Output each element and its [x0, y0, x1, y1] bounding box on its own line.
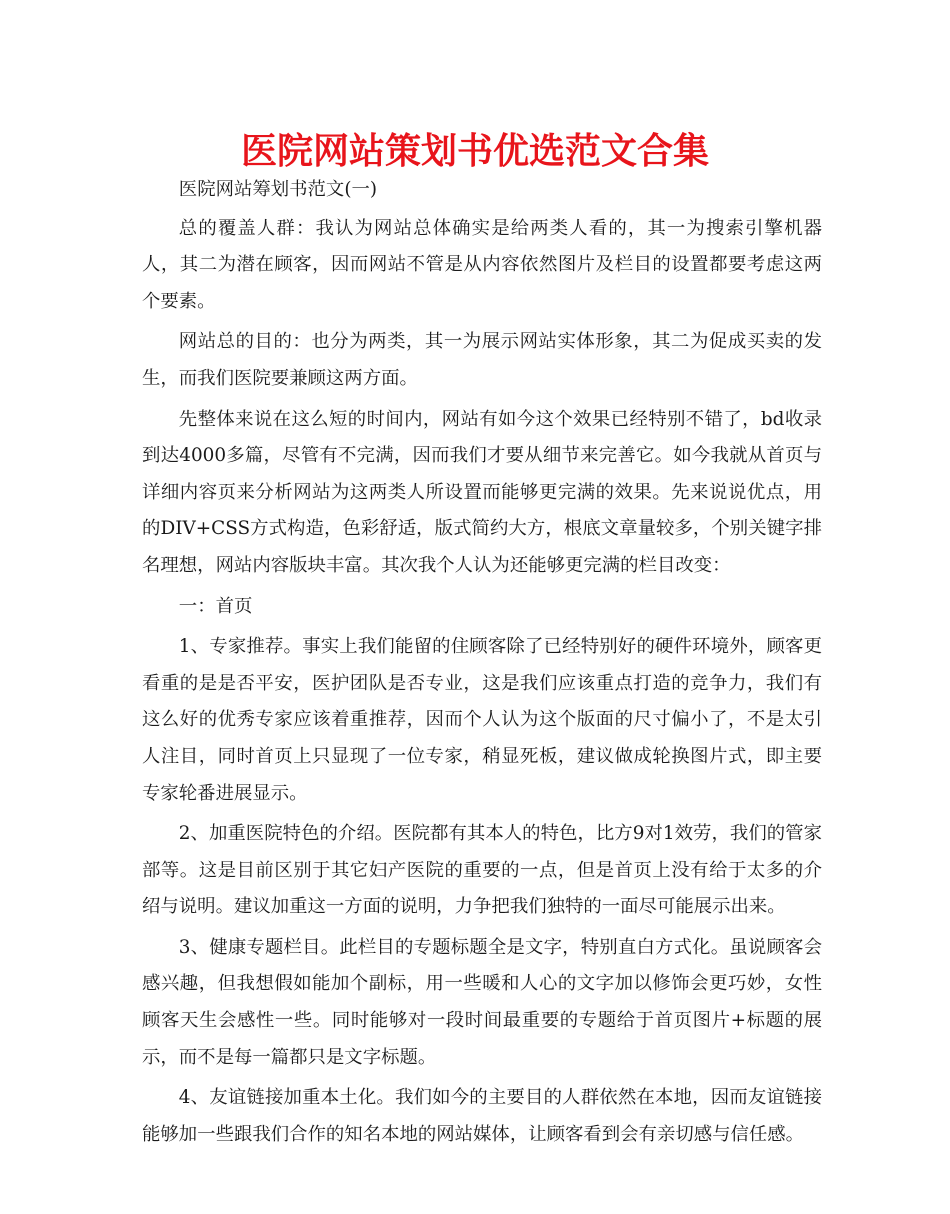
section-heading-homepage: 一：首页 — [178, 595, 253, 617]
document-title: 医院网站策划书优选范文合集 — [240, 130, 709, 172]
document-body — [142, 172, 822, 1157]
section-subtitle: 医院网站筹划书范文(一) — [178, 179, 378, 200]
paragraph-audience: 总的覆盖人群：我认为网站总体确实是给两类人看的，其一为搜索引擎机器人，其二为潜在顾客，因而网站不管是从内容依然图片及栏目的设置都要考虑这两个要素。 — [142, 217, 822, 312]
paragraph-item-2: 2、加重医院特色的介绍。医院都有其本人的特色，比方9对1效劳，我们的管家部等。这是目前区别于其它妇产医院的重要的一点，但是首页上没有给于太多的介绍与说明。建议加重这一方面的说明，力争把我们独特的一面尽可能展示出来。 — [142, 823, 822, 918]
paragraph-item-3: 3、健康专题栏目。此栏目的专题标题全是文字，特别直白方式化。虽说顾客会感兴趣，但我想假如能加个副标，用一些暖和人心的文字加以修饰会更巧妙，女性顾客天生会感性一些。同时能够对一段时间最重要的专题给于首页图片+标题的展示，而不是每一篇都只是文字标题。 — [142, 936, 822, 1068]
paragraph-purpose: 网站总的目的：也分为两类，其一为展示网站实体形象，其二为促成买卖的发生，而我们医院要兼顾这两方面。 — [142, 331, 822, 389]
paragraph-item-4: 4、友谊链接加重本土化。我们如今的主要目的人群依然在本地，因而友谊链接能够加一些跟我们合作的知名本地的网站媒体，让顾客看到会有亲切感与信任感。 — [142, 1087, 822, 1145]
paragraph-item-1: 1、专家推荐。事实上我们能留的住顾客除了已经特别好的硬件环境外，顾客更看重的是是否平安，医护团队是否专业，这是我们应该重点打造的竞争力，我们有这么好的优秀专家应该着重推荐，因而个人认为这个版面的尺寸偏小了，不是太引人注目，同时首页上只显现了一位专家，稍显死板，建议做成轮换图片式，即主要专家轮番进展显示。 — [142, 636, 822, 804]
paragraph-overview: 先整体来说在这么短的时间内，网站有如今这个效果已经特别不错了，bd收录到达4000多篇，尽管有不完满，因而我们才要从细节来完善它。如今我就从首页与详细内容页来分析网站为这两类人所设置而能够更完满的效果。先来说说优点，用的DIV+CSS方式构造，色彩舒适，版式简约大方，根底文章量较多，个别关键字排名理想，网站内容版块丰富。其次我个人认为还能够更完满的栏目改变： — [142, 408, 822, 576]
